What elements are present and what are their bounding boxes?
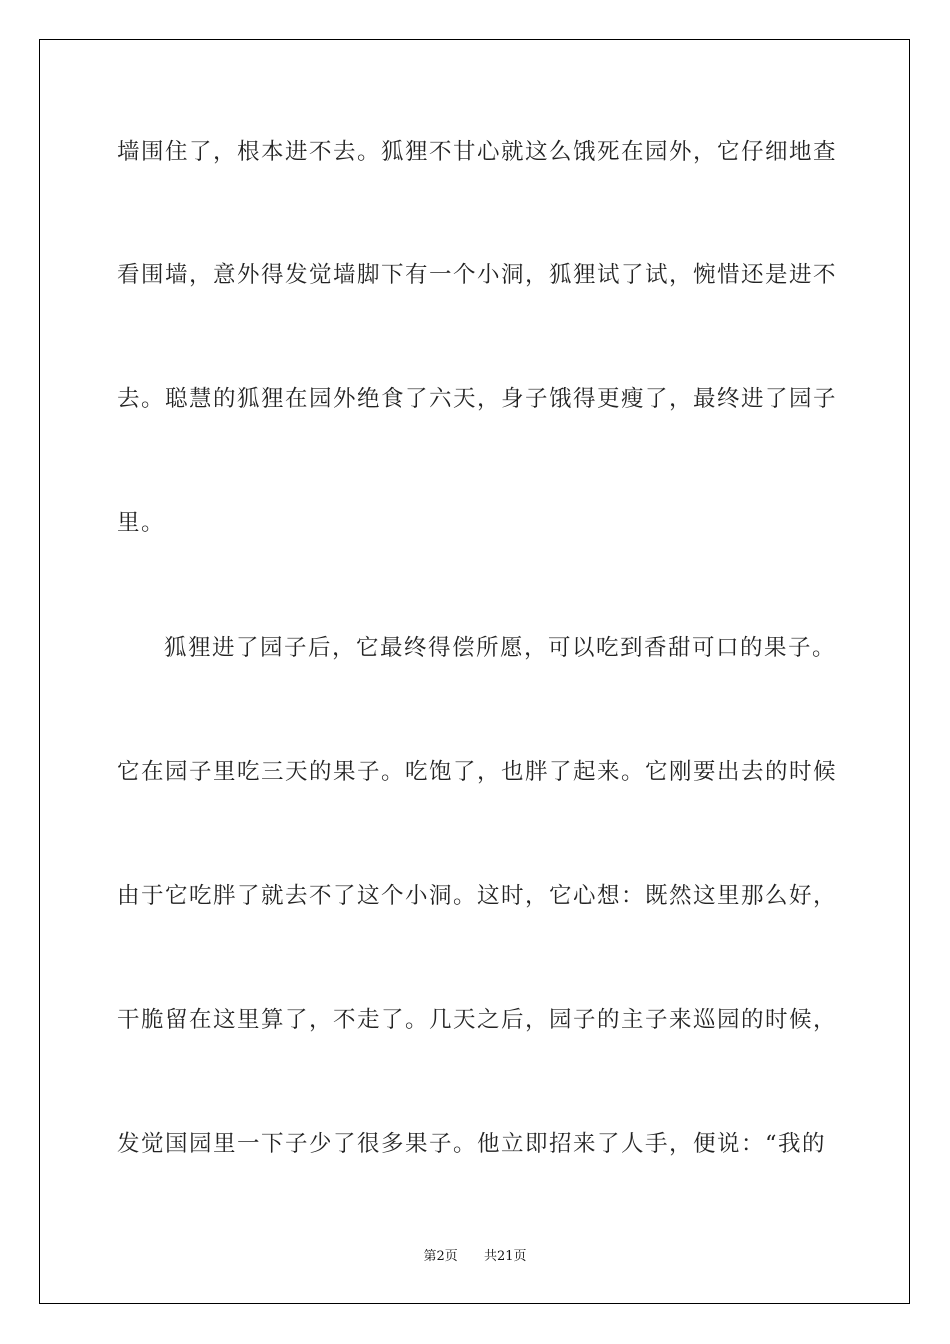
page-total: 共21页 bbox=[484, 1249, 527, 1264]
text-line-2: 看围墙，意外得发觉墙脚下有一个小洞，狐狸试了试，惋惜还是进不 bbox=[117, 262, 838, 288]
page-footer bbox=[0, 1245, 950, 1264]
page-number: 第2页 bbox=[423, 1249, 458, 1264]
page-border bbox=[39, 39, 910, 1304]
text-line-4: 里。 bbox=[117, 510, 166, 536]
text-line-6: 它在园子里吃三天的果子。吃饱了，也胖了起来。它刚要出去的时候 bbox=[117, 759, 838, 785]
text-line-9: 发觉国园里一下子少了很多果子。他立即招来了人手，便说：“我的 bbox=[117, 1131, 827, 1157]
text-line-5-paragraph-start: 狐狸进了园子后，它最终得偿所愿，可以吃到香甜可口的果子。 bbox=[164, 635, 837, 661]
text-line-8: 干脆留在这里算了，不走了。几天之后，园子的主子来巡园的时候， bbox=[117, 1007, 838, 1033]
text-line-3: 去。聪慧的狐狸在园外绝食了六天，身子饿得更瘦了，最终进了园子 bbox=[117, 386, 838, 412]
text-line-7: 由于它吃胖了就去不了这个小洞。这时，它心想：既然这里那么好， bbox=[117, 883, 838, 909]
text-line-1: 墙围住了，根本进不去。狐狸不甘心就这么饿死在园外，它仔细地查 bbox=[117, 139, 838, 165]
